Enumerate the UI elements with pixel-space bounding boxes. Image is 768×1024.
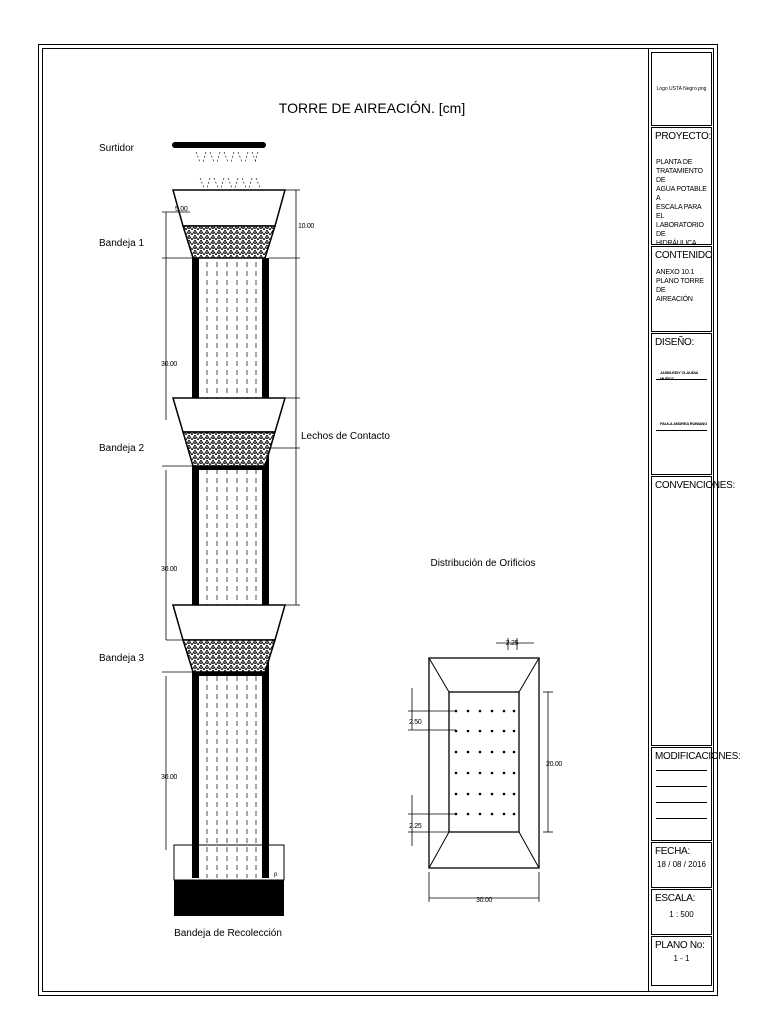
label-recoleccion: Bandeja de Recolección <box>174 928 282 939</box>
dim-tray: 10.00 <box>298 223 315 230</box>
dim-small: 5.00 <box>175 206 188 213</box>
orifice-plan-view <box>408 638 553 902</box>
modificaciones-label: MODIFICACIONES: <box>655 751 741 762</box>
designer-name-1: JASBLEIDY CLAUDIA MUÑOZ <box>660 370 698 381</box>
proyecto-label: PROYECTO: <box>655 131 712 142</box>
svg-text:p: p <box>274 872 278 878</box>
label-distribucion: Distribución de Orificios <box>430 558 536 569</box>
escala-value: 1 : 500 <box>669 910 694 919</box>
dim-plan-row-bottom: 2.25 <box>409 823 422 830</box>
label-bandeja-2: Bandeja 2 <box>99 443 145 454</box>
contenido-cell <box>651 246 715 332</box>
flow-lines <box>207 262 256 878</box>
label-bandeja-3: Bandeja 3 <box>99 653 145 664</box>
column-right-wall <box>262 258 269 878</box>
logo-cell <box>651 52 712 126</box>
dimension-lines-left <box>162 212 192 850</box>
dim-plan-side: 20.00 <box>546 761 563 768</box>
spray-lines <box>196 152 260 188</box>
dim-height-1: 30.00 <box>161 361 178 368</box>
diseno-label: DISEÑO: <box>655 337 695 348</box>
dim-plan-gap: 2.25 <box>505 640 519 647</box>
convenciones-label: CONVENCIONES: <box>655 480 736 491</box>
logo-placeholder: Logo USTA Negro.png <box>656 86 707 92</box>
label-surtidor: Surtidor <box>99 143 135 154</box>
drawing-title: TORRE DE AIREACIÓN. [cm] <box>278 100 466 116</box>
tray-1 <box>173 190 285 258</box>
label-bandeja-1: Bandeja 1 <box>99 238 145 249</box>
title-block <box>648 48 741 992</box>
orifice-dots <box>455 710 516 816</box>
proyecto-text: PLANTA DE TRATAMIENTO DE AGUA POTABLE A ESCALA PARA EL LABORATORIO DE HIDRÁULICA <box>656 159 707 247</box>
dim-plan-row-top: 2.50 <box>409 719 422 726</box>
label-lechos: Lechos de Contacto <box>301 431 390 442</box>
plano-label: PLANO No: <box>655 940 705 951</box>
escala-label: ESCALA: <box>655 893 696 904</box>
convenciones-cell <box>651 476 736 746</box>
dim-height-3: 30.00 <box>161 774 178 781</box>
proyecto-cell <box>651 127 712 245</box>
diseno-cell <box>651 333 712 475</box>
modificaciones-cell <box>651 747 741 841</box>
contenido-label: CONTENIDO: <box>655 250 715 261</box>
escala-cell <box>651 889 712 935</box>
fecha-value: 18 / 08 / 2016 <box>657 860 706 869</box>
plano-value: 1 - 1 <box>673 954 690 963</box>
sprinkler-bar <box>172 142 266 148</box>
dim-plan-width: 30.00 <box>475 897 493 904</box>
designer-name-2: PAULA ANDREA RUBIANO <box>660 421 708 426</box>
fecha-cell <box>651 842 712 888</box>
plano-cell <box>651 936 712 986</box>
fecha-label: FECHA: <box>655 846 690 857</box>
contenido-text: ANEXO 10.1 PLANO TORRE DE AIREACIÓN <box>656 269 704 303</box>
dim-height-2: 30.00 <box>161 566 178 573</box>
column-left-wall <box>192 258 199 878</box>
